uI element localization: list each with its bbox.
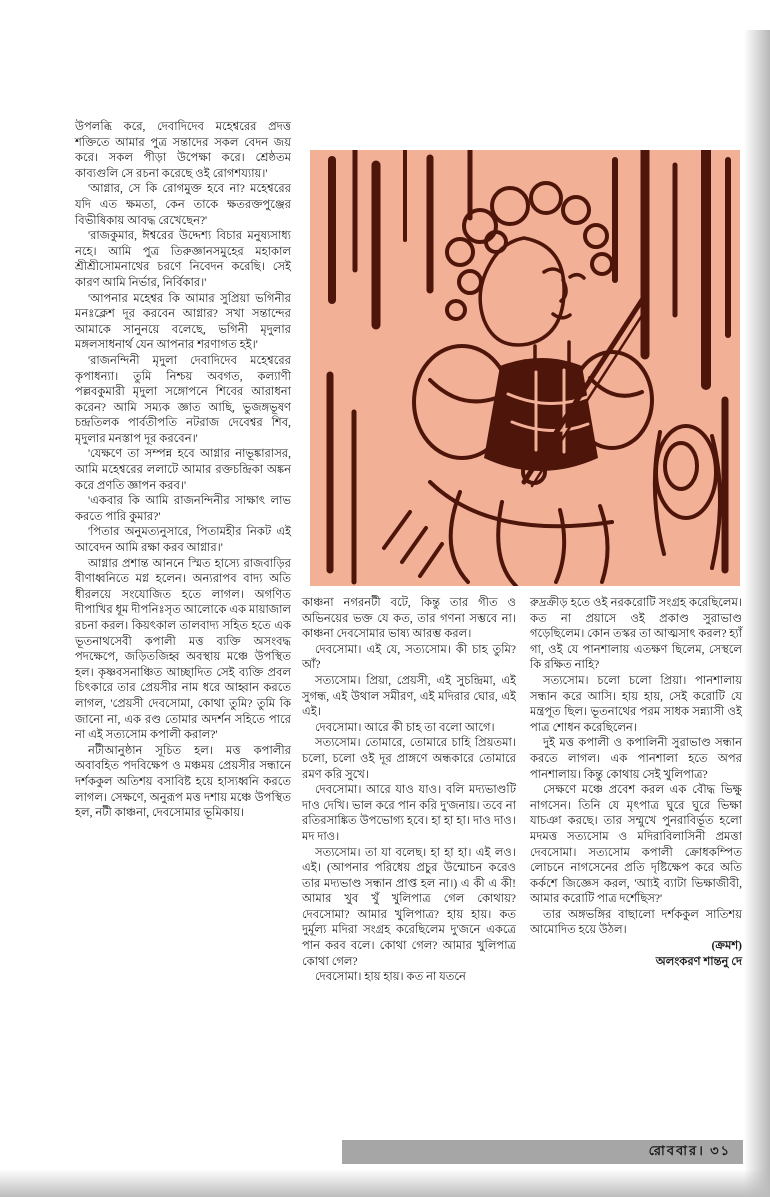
text-column-left — [75, 120, 291, 1132]
paragraph: 'আপনার মহেশ্বর কি আমার সুপ্রিয়া ভগিনীর মনঃক্লেশ দূর করবেন আগ্নার? সখা সন্তান্দের আমাকে সানুনয়ে বলেছে, ভগিনী মৃদুলার মঙ্গলসাধনার্থ যেন আপনার শরণাগত হই।' — [75, 292, 291, 352]
page-footer — [342, 1140, 743, 1164]
paragraph: আগ্নার প্রশান্ত আননে স্মিত হাস্যে রাজবাড়ির বীণাধ্বনিতে মগ্ন হলেন। অন্যরাপব বাদ্য অতি ধীরলয়ে সংযোজিত হতে লাগল। অগণিত দীপাখির ধূম দীপনিঃসৃত আলোকে এক মায়াজাল রচনা করল। কিয়ৎকাল তালবাদ্য সহিত হতে এক ভূতনাথসেবী কপালী মত্ত ব্যক্তি অসংবদ্ধ পদক্ষেপে, জড়িতজিহ্ব অবস্থায় মঞ্চে উপস্থিত হল। কৃষ্ণবসনাঞ্চিত আচ্ছাদিত সেই ব্যক্তি প্রবল চিৎকারে তার প্রেয়সীর নাম ধরে আহ্বান করতে লাগল, 'প্রেয়সী দেবসোমা, কোথা তুমি? তুমি কি জানো না, এক রণ্ড তোমার অদর্শন সহিতে পারে না এই সত্যসোম কপালী করাল?' — [75, 557, 291, 742]
paragraph: 'পিতার অনুমত্যনুসারে, পিতামহীর নিকট এই আবেদন আমি রক্ষা করব আগ্নার।' — [75, 526, 291, 555]
paragraph: কাঞ্চনা নগরনটী বটে, কিন্তু তার গীত ও অভিনয়ের ভক্ত যে কত, তার গণনা সম্ভবে না। কাঞ্চনা দেবসোমার ভাষ্য আরম্ভ করল। — [302, 597, 516, 641]
illustration — [310, 150, 740, 586]
paragraph: দেবসোমা। এই যে, সত্যসোম। কী চাহ তুমি? আঁ? — [302, 643, 516, 672]
paragraph: দেবসোমা। হায় হায়। কত না যতনে — [315, 971, 466, 984]
paragraph: সত্যসোম। চলো চলো প্রিয়া। পানশালায় সন্ধান করে আসি। হায় হায়, সেই করোটি যে মন্ত্রপূত ছিল। ভূতনাথের পরম সাধক সন্ন্যাসী ওই পাত্র শোধন করেছিলেন। — [530, 674, 742, 734]
paragraph: রুদ্রক্রীড় হতে ওই নরকরোটি সংগ্রহ করেছিলেম। কত না প্রয়াসে ওই প্রকাণ্ড সুরাভাণ্ড গড়েছিলেম। কোন তস্কর তা আত্মসাৎ করল? হ্যাঁ গা, ওই যে পানশালায় এতক্ষণ ছিলেম, সেস্থলে কি রক্ষিত নাহি? — [530, 597, 743, 672]
paragraph: 'রাজনন্দিনী মৃদুলা দেবাদিদেব মহেশ্বরের কৃপাধন্যা। তুমি নিশ্চয় অবগত, কল্যাণী পল্লবকুমারী মৃদুলা সঙ্গোপনে শিবের আরাধনা করেন? আমি সম্যক জ্ঞাত আছি, ভুজঙ্গভূষণ চন্দ্রতিলক পার্বতীপতি নটরাজ দেবেশ্বর শিব, মৃদুলার মনস্তাপ দূর করবেন।' — [75, 354, 291, 445]
paragraph: দেবসোমা। আরে কী চাহ তা বলো আগে। — [315, 721, 495, 734]
footer-label: রোববার। ৩১ — [648, 1142, 731, 1158]
text-column-middle — [302, 596, 516, 1141]
paragraph: উপলব্ধি করে, দেবাদিদেব মহেশ্বরের প্রদত্ত শক্তিতে আমার পুত্র সন্তাদের সকল বেদন জয় করে। সকল পীড়া উপেক্ষা করে। শ্রেষ্ঠতম কাব্যগুলি সে রচনা করেছে ওই রোগশয্যায়।' — [75, 121, 291, 180]
page-edge-shadow-right — [744, 30, 770, 1197]
paragraph: দুই মত্ত কপালী ও কপালিনী সুরাভাণ্ড সন্ধান করতে লাগল। এক পানশালা হতে অপর পানশালায়। কিন্তু কোথায় সেই খুলিপাত্র? — [530, 737, 742, 781]
paragraph: 'আগ্নার, সে কি রোগমুক্ত হবে না? মহেশ্বরের যদি এত ক্ষমতা, কেন তাকে ক্ষতরক্তপুঞ্জের বিভীষিকায় আবদ্ধ রেখেছেন?' — [75, 183, 291, 227]
illustration-woman-drawing — [310, 150, 740, 586]
continued-mark: (ক্রমশ) — [711, 940, 742, 953]
paragraph: 'যেক্ষণে তা সম্পন্ন হবে আগ্নার নাভূঙ্কারাসর, আমি মহেশ্বরের ললাটে আমার রক্তচন্দ্রিকা অঙ্কন করে প্রণতি জ্ঞাপন করব।' — [75, 448, 291, 492]
page-edge-shadow-bottom — [0, 1169, 770, 1197]
text-column-right — [530, 596, 742, 1141]
paragraph: সেক্ষণে মঞ্চে প্রবেশ করল এক বৌদ্ধ ভিক্ষু নাগসেন। তিনি যে মৃৎপাত্র ঘুরে ঘুরে ভিক্ষা যাচঞা করছে। তার সম্মুখে পুনরাবির্ভূত হলো মদমত্ত সত্যসোম ও মদিরাবিলাসিনী প্রমত্তা দেবসোমা। সত্যসোম কপালী ক্রোধকম্পিত লোচনে নাগসেনের প্রতি দৃষ্টিক্ষেপ করে অতি কর্কশে জিজ্ঞেস করল, 'আ্যই ব্যাটা ভিক্ষাজীবী, আমার করোটি পাত্র দর্শেছিস?' — [530, 784, 742, 906]
paragraph: নটীআনুষ্ঠান সূচিত হল। মত্ত কপালীর অবাবহিত পদবিক্ষেপ ও মঞ্চময় প্রেয়সীর সন্ধানে দর্শককুল অতিশয় বসাবিষ্ট হয়ে হাস্যধ্বনি করতে লাগল। সেক্ষণে, অনুরূপ মত্ত দশায় মঞ্চে উপস্থিত হল, নটী কাঞ্চনা, দেবসোমার ভূমিকায়। — [75, 744, 291, 820]
illustrator-credit: অলংকরণ শান্তনু দে — [655, 955, 742, 968]
paragraph: সত্যসোম। তা যা বলেছ। হা হা হা। এই লও। এই। (আপনার পরিধেয় প্রচুর উন্মোচন করেও তার মদ্যভাণ্ড সন্ধান প্রাপ্ত হল না।) এ কী এ কী! আমার খুব খুঁ খুলিপাত্র গেল কোথায়? দেবসোমা? আমার খুলিপাত্র? হায় হায়। কত দুর্মূল্য মদিরা সংগ্রহ করেছিলেম দু'জনে একত্রে পান করব বলে। কোথা গেল? আমার খুলিপাত্র কোথা গেল? — [302, 846, 516, 968]
paragraph: সত্যসোম। তোমারে, তোমারে চাহি প্রিয়তমা। চলো, চলো ওই দূর প্রাঙ্গণে অন্ধকারে তোমারে রমণ করি সুখে। — [302, 737, 516, 781]
paragraph: সত্যসোম। প্রিয়া, প্রেয়সী, এই সুচন্দ্রিমা, এই সুগন্ধ, এই উথাল সমীরণ, এই মদিরার ঘোর, এই এই। — [302, 674, 516, 719]
text-column-right-paragraphs — [530, 596, 742, 939]
paragraph: 'একবার কি আমি রাজনন্দিনীর সাক্ষাৎ লাভ করতে পারি কুমার?' — [75, 495, 291, 523]
paragraph: তার অঙ্গভঙ্গির বাছালো দর্শককুল সাতিশয় আমোদিত হয়ে উঠল। — [530, 908, 742, 937]
paragraph: দেবসোমা। আরে যাও যাও। বলি মদ্যভাণ্ডটি দাও দেখি। ভাল করে পান করি দু'জনায়। তবে না রতিরসাঙ্কিত উপভোগ্য হবে। হা হা হা। দাও দাও। মদ দাও। — [302, 784, 516, 843]
paragraph: 'রাজকুমার, ঈশ্বরের উদ্দেশ্য বিচার মনুষ্যসাধ্য নহে। আমি পুত্র তিরুজ্ঞানসমুহের মহাকাল শ্রীশ্রীসোমনাথের চরণে নিবেদন করেছি। সেই কারণ আমি নির্ভার, নির্বিকার।' — [75, 230, 291, 289]
